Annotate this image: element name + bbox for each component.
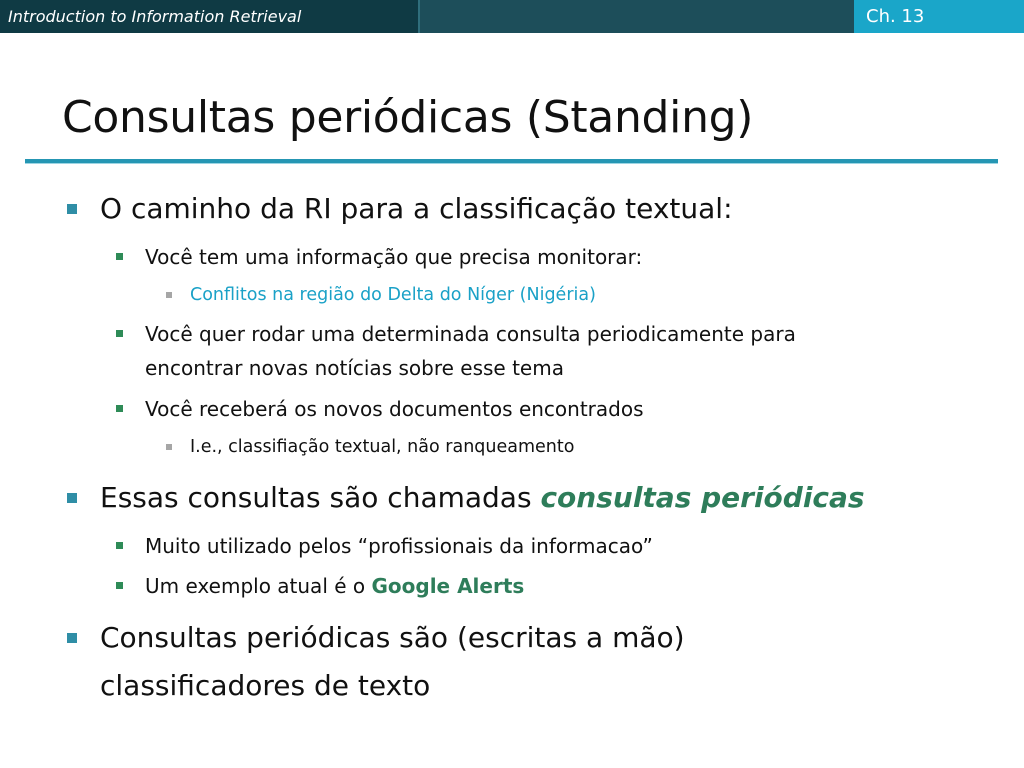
bullet-text-line1: Você quer rodar uma determinada consulta periodicamente para (145, 322, 796, 346)
term-consultas-periodicas: consultas periódicas (540, 481, 865, 514)
bullet-text: Conflitos na região do Delta do Níger (Nigéria) (190, 285, 596, 305)
bullet-text-line2: classificadores de texto (100, 669, 431, 702)
bullet-square-icon (116, 405, 123, 412)
bullet-text (145, 570, 524, 602)
bullet-square-icon (166, 444, 172, 450)
bullet-square-icon (166, 292, 172, 298)
bullet-text: Você tem uma informação que precisa monitorar: (145, 245, 643, 269)
bullet-square-icon (116, 330, 123, 337)
bullet-square-icon (67, 493, 77, 503)
course-title: Introduction to Information Retrieval (0, 0, 418, 33)
bullet-text (100, 479, 865, 517)
bullet-text: Você receberá os novos documentos encontrados (145, 397, 644, 421)
slide-title: Consultas periódicas (Standing) (62, 92, 754, 143)
bullet-square-icon (116, 582, 123, 589)
google-alerts-link[interactable]: Google Alerts (371, 574, 525, 598)
bullet-text-line1: Consultas periódicas são (escritas a mão) (100, 621, 685, 654)
bullet-text: Muito utilizado pelos “profissionais da informacao” (145, 534, 653, 558)
bullet-text: I.e., classifiação textual, não ranqueamento (190, 437, 575, 457)
bullet-text-prefix: Essas consultas são chamadas (100, 481, 541, 514)
bullet-square-icon (116, 542, 123, 549)
bullet-square-icon (116, 253, 123, 260)
bullet-text: O caminho da RI para a classificação textual: (100, 192, 733, 225)
bullet-square-icon (67, 204, 77, 214)
chapter-label: Ch. 13 (854, 0, 1024, 33)
bullet-text-line2: encontrar novas notícias sobre esse tema (145, 356, 564, 380)
bullet-text-prefix: Um exemplo atual é o (145, 574, 372, 598)
bullet-square-icon (67, 633, 77, 643)
